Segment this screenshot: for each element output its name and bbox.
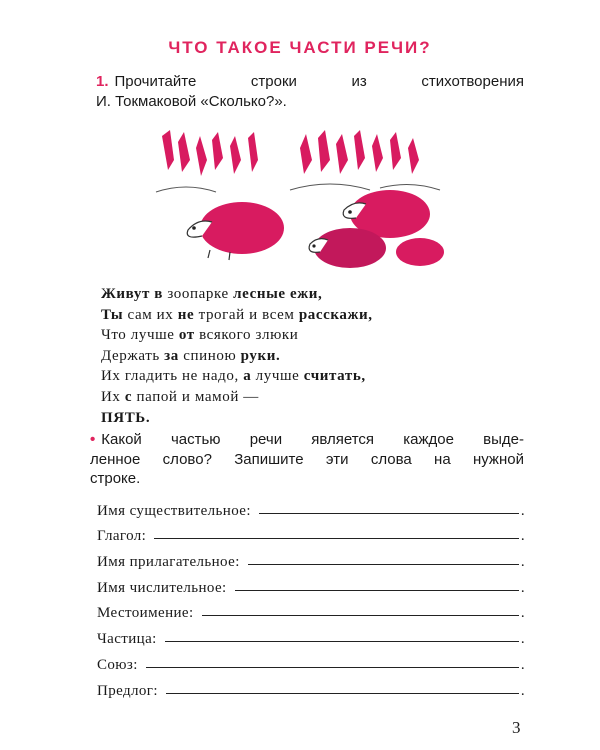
task-line-2: И. Токмаковой «Сколько?». [96, 93, 287, 110]
poem-text: всякого злюки [194, 327, 299, 344]
poem-text: Что лучше [101, 327, 179, 344]
poem-text: Держать [101, 347, 165, 364]
highlighted-word: Ты [101, 306, 124, 323]
answer-row-adjective: Имя прилагательное: . [97, 554, 525, 571]
part-label: Имя существительное: [97, 502, 251, 519]
highlighted-word: в [154, 286, 163, 302]
answer-rows [97, 494, 525, 700]
task-word: стихотворения [421, 73, 524, 90]
hedgehog-icon [187, 202, 284, 260]
page-number: 3 [512, 718, 521, 737]
poem-text: лучше [251, 368, 304, 385]
part-label: Частица: [97, 631, 157, 648]
question-line-3: строке. [90, 470, 141, 487]
question [90, 430, 524, 489]
part-label: Предлог: [97, 682, 158, 699]
highlighted-word: Живут [101, 286, 150, 302]
highlighted-word: лесные ежи, [233, 286, 323, 302]
poem-line [101, 366, 521, 387]
task-word: из [351, 73, 367, 90]
task-1 [96, 72, 524, 112]
question-line-1: • Какой частью речи является каждое выде- [90, 431, 524, 448]
part-label: Союз: [97, 656, 138, 673]
poem-line [101, 408, 521, 429]
poem-line [101, 346, 521, 367]
answer-row-preposition: Предлог: . [97, 682, 525, 699]
highlighted-word: а [243, 368, 252, 385]
answer-line[interactable] [235, 578, 519, 591]
poem-line [101, 387, 521, 408]
part-label: Имя числительное: [97, 579, 227, 596]
answer-row-pronoun: Местоимение: . [97, 605, 525, 622]
highlighted-word: за [164, 347, 179, 364]
poem [101, 284, 521, 428]
answer-line[interactable] [166, 681, 519, 694]
poem-line [101, 284, 521, 305]
answer-line[interactable] [146, 655, 519, 668]
poem-text: Их [101, 388, 125, 405]
poem-text: спиною [178, 347, 241, 364]
poem-text: зоопарке [163, 286, 234, 302]
hedgehogs-illustration [150, 128, 450, 278]
task-word: Прочитайте [114, 73, 197, 90]
answer-row-noun: Имя существительное: . [97, 502, 525, 519]
highlighted-word: расскажи, [298, 306, 373, 323]
highlighted-word: руки. [240, 347, 281, 364]
part-label: Местоимение: [97, 605, 194, 622]
highlighted-word: не [177, 306, 195, 323]
answer-row-verb: Глагол: . [97, 528, 525, 545]
poem-text: трогай и всем [194, 306, 299, 323]
part-label: Глагол: [97, 528, 147, 545]
question-line-2: ленное слово? Запишите эти слова на нужной [90, 450, 524, 468]
answer-line[interactable] [154, 526, 519, 539]
answer-row-particle: Частица: . [97, 631, 525, 648]
answer-row-numeral: Имя числительное: . [97, 579, 525, 596]
poem-line [101, 305, 521, 326]
bullet-icon: • [90, 431, 96, 448]
task-word: строки [250, 73, 297, 90]
answer-row-conjunction: Союз: . [97, 656, 525, 673]
part-label: Имя прилагательное: [97, 554, 240, 571]
hedgehog-icon [309, 228, 386, 268]
highlighted-word: ПЯТЬ. [101, 409, 151, 426]
highlighted-word: с [124, 388, 133, 405]
answer-line[interactable] [259, 501, 519, 514]
highlighted-word: от [178, 327, 195, 344]
poem-text: Их гладить не надо, [101, 368, 244, 385]
task-line-1 [96, 72, 524, 92]
grass-icon [162, 130, 419, 176]
answer-line[interactable] [248, 552, 519, 565]
poem-text: сам их [123, 306, 178, 323]
task-number: 1. [96, 73, 109, 90]
highlighted-word: считать, [303, 368, 366, 385]
answer-line[interactable] [202, 603, 519, 616]
hedgehog-icon [396, 238, 444, 266]
poem-line [101, 325, 521, 346]
poem-text: папой и мамой — [132, 388, 259, 405]
answer-line[interactable] [165, 629, 519, 642]
page-title: ЧТО ТАКОЕ ЧАСТИ РЕЧИ? [168, 38, 432, 57]
